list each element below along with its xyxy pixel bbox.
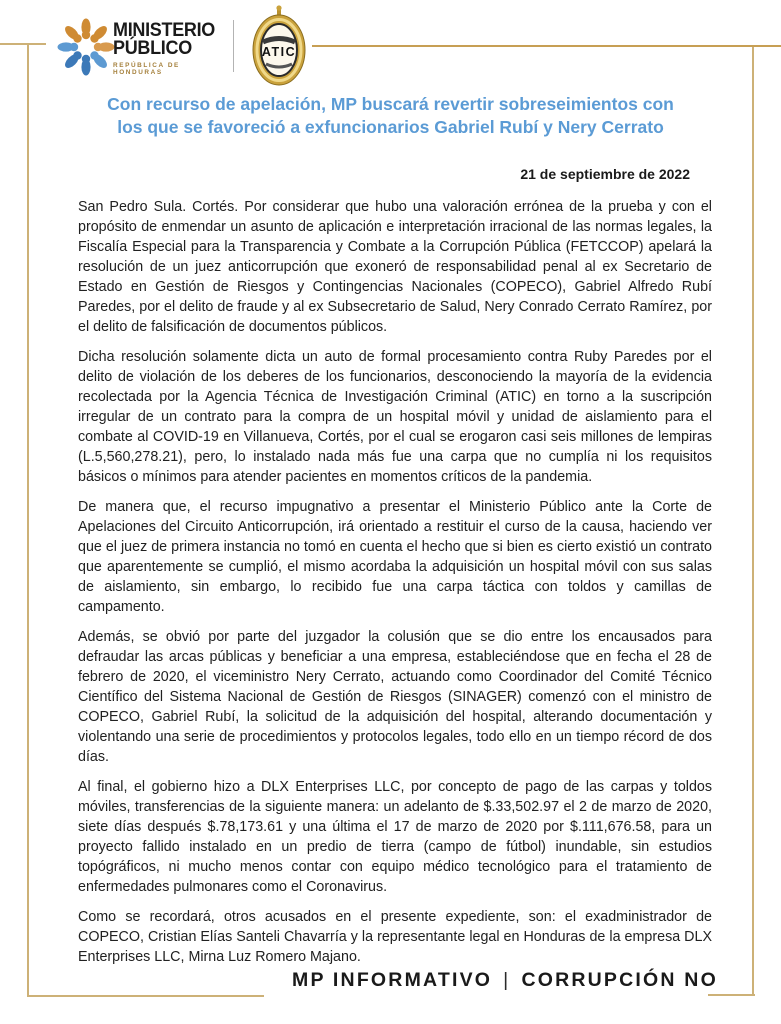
atic-label: ATIC (261, 45, 297, 59)
org-name-line2: PÚBLICO (113, 36, 192, 59)
paragraph-5: Al final, el gobierno hizo a DLX Enterprises LLC, por concepto de pago de las carpas y toldos móviles, transferencias de la siguiente manera: un adelanto de $.33,502.97 el 2 de marzo de 2020, siete días después $.78,173.61 y una última el 17 de marzo de 2020 por $.111,676.58, para un proyecto fallido instalado en un predio de tierra (campo de fútbol) inundable, sin estudios topógráficos, ni mucho menos contar con equipo médico tecnológico para el tratamiento de enfermedades pulmonares como el Coronavirus. (78, 779, 712, 895)
footer-right-label: CORRUPCIÓN NO (521, 969, 718, 991)
footer-left-label: MP INFORMATIVO (292, 969, 493, 991)
header-rule (312, 45, 781, 47)
org-name (113, 20, 215, 76)
page-title-line2: los que se favoreció a exfuncionarios Gabriel Rubí y Nery Cerrato (117, 117, 664, 137)
frame-right-line (752, 45, 754, 996)
frame-left-line (27, 43, 29, 997)
header-divider (233, 20, 234, 72)
article-body (78, 197, 712, 977)
paragraph-2: Dicha resolución solamente dicta un auto de formal procesamiento contra Ruby Paredes por el delito de violación de los deberes de los funcionarios, desconociendo la mayoría de la evidencia recolectada por la Agencia Técnica de Investigación Criminal (ATIC) en torno a la suscripción irregular de un contrato para la compra de un hospital móvil y unidad de aislamiento para el combate al COVID-19 en Villanueva, Cortés, por el cual se erogaron casi seis millones de lempiras (L.5,560,278.21), pero, lo instalado nada más fue una carpa que no cumplía ni los requisitos básicos o mínimos para atender pacientes en momentos críticos de la pandemia. (78, 349, 712, 485)
org-subtitle: REPÚBLICA DE HONDURAS (113, 62, 180, 76)
paragraph-6: Como se recordará, otros acusados en el presente expediente, son: el exadministrador de COPECO, Cristian Elías Santeli Chavarría y la representante legal en Honduras de la empresa DLX Enterprises LLC, Mirna Luz Romero Majano. (78, 909, 712, 965)
mp-seal-icon (55, 16, 117, 80)
date: 21 de septiembre de 2022 (520, 166, 690, 182)
frame-bottom-left-line (27, 995, 264, 997)
page-title (70, 93, 711, 139)
org-name-line1: MINISTERIO (113, 18, 216, 41)
footer (292, 969, 718, 992)
footer-separator: | (503, 969, 511, 991)
paragraph-1: San Pedro Sula. Cortés. Por considerar que hubo una valoración errónea de la prueba y con el propósito de enmendar un asunto de aplicación e interpretación irracional de las normas legales, la Fiscalía Especial para la Transparencia y Combate a la Corrupción Pública (FETCCOP) apelará la resolución de un juez anticorrupción que exoneró de responsabilidad penal al ex Secretario de Estado en Gestión de Riesgos y Contingencias Nacionales (COPECO), Gabriel Alfredo Rubí Paredes, por el delito de fraude y al ex Subsecretario de Salud, Nery Conrado Cerrato Ramírez, por el delito de falsificación de documentos públicos. (78, 199, 712, 335)
atic-badge-icon (251, 4, 307, 88)
page-title-line1: Con recurso de apelación, MP buscará revertir sobreseimientos con (107, 94, 674, 114)
frame-bottom-right-stub (708, 994, 755, 996)
frame-top-left-stub (0, 43, 46, 45)
paragraph-3: De manera que, el recurso impugnativo a presentar el Ministerio Público ante la Corte de Apelaciones del Circuito Anticorrupción, irá orientado a restituir el curso de la causa, haciendo ver que el juez de primera instancia no tomó en cuenta el hecho que si bien es cierto existió un contrato que aparentemente se cumplió, el mismo acordaba la adquisición un hospital móvil con sus salas de aislamiento, sin embargo, lo recibido fue una carpa táctica con toldos y camillas de campamento. (78, 499, 712, 615)
paragraph-4: Además, se obvió por parte del juzgador la colusión que se dio entre los encausados para defraudar las arcas públicas y beneficiar a una empresa, estableciéndose que en fecha el 28 de febrero de 2020, el viceministro Nery Cerrato, actuando como Coordinador del Comité Técnico Científico del Sistema Nacional de Gestión de Riesgos (SINAGER) comenzó con el ministro de COPECO, Gabriel Rubí, la solicitud de la adquisición del hospital, alterando documentación y violentando una serie de procedimientos y protocolos legales, todo ello en un tiempo récord de dos días. (78, 629, 712, 765)
